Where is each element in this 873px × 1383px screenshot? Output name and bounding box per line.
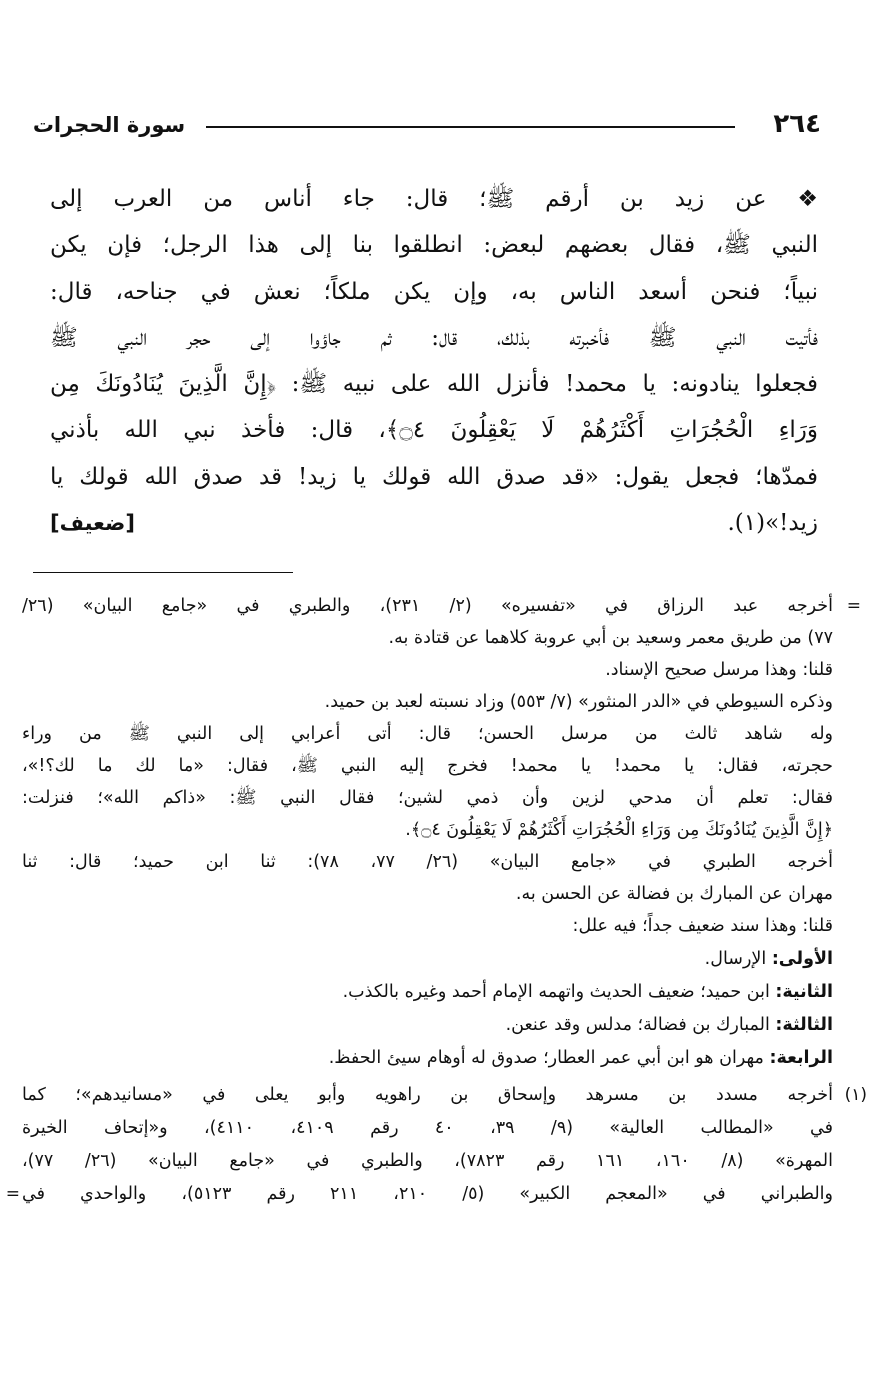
surah-title: سورة الحجرات <box>32 113 186 137</box>
main-line: فأتيت النبي ﷺ فأخبرته بذلك، قال: ثم جاؤوا إلى حجر النبي ﷺ <box>50 324 818 351</box>
main-line: النبي ﷺ، فقال بعضهم لبعض: انطلقوا بنا إلى هذا الرجل؛ فإن يكن <box>50 232 818 259</box>
footnote-line: مهران عن المبارك بن فضالة عن الحسن به. <box>515 884 833 904</box>
reason-text: مهران هو ابن أبي عمر العطار؛ صدوق له أوهام سيئ الحفظ. <box>328 1048 770 1068</box>
reason-line <box>22 941 833 977</box>
page-number: ٢٦٤ <box>773 109 821 139</box>
footnote-line: حجرته، فقال: يا محمد! يا محمد! فخرج إليه النبي ﷺ، فقال: «ما لك ما لك؟!»، <box>22 756 833 776</box>
reason-text: الإرسال. <box>704 949 772 969</box>
footnote-line: فقال: تعلم أن مدحي لزين وأن ذمي لشين؛ فقال النبي ﷺ: «ذاكم الله»؛ فنزلت: <box>22 788 833 808</box>
continuation-marker: = <box>846 596 861 616</box>
reason-line <box>22 1007 833 1043</box>
footnote-1-line: في «المطالب العالية» (٩/ ٣٩، ٤٠ رقم ٤١٠٩، ٤١١٠)، و«إتحاف الخيرة <box>22 1118 833 1138</box>
footnote-line: قلنا: وهذا مرسل صحيح الإسناد. <box>605 660 833 680</box>
footnote-line: قلنا: وهذا سند ضعيف جداً؛ فيه علل: <box>572 916 833 936</box>
footnote-text: والطبراني في «المعجم الكبير» (٥/ ٢١٠، ٢١١ رقم ٥١٢٣)، والواحدي في <box>22 1184 833 1204</box>
main-line: نبياً؛ فنحن أسعد الناس به، وإن يكن ملكاً؛ نعش في جناحه، قال: <box>50 278 818 305</box>
footnote-line: ٧٧) من طريق معمر وسعيد بن أبي عروبة كلاهما عن قتادة به. <box>388 628 833 648</box>
reason-label: الثانية: <box>775 982 833 1002</box>
footnote-quran-line: ﴿إِنَّ الَّذِينَ يُنَادُونَكَ مِن وَرَاءِ الْحُجُرَاتِ أَكْثَرُهُمْ لَا يَعْقِلُونَ ۝٤﴾. <box>405 820 833 840</box>
footnote-line <box>22 588 861 624</box>
reason-text: ابن حميد؛ ضعيف الحديث واتهمه الإمام أحمد وغيره بالكذب. <box>342 982 776 1002</box>
main-line: وَرَاءِ الْحُجُرَاتِ أَكْثَرُهُمْ لَا يَعْقِلُونَ ۝٤﴾، قال: فأخذ نبي الله بأذني <box>50 417 819 444</box>
footnote-text: أخرجه مسدد بن مسرهد وإسحاق بن راهويه وأبو يعلى في «مسانيدهم»؛ كما <box>22 1085 833 1105</box>
main-text <box>50 176 818 546</box>
footnote-separator <box>33 572 293 573</box>
footnote-number: (١) <box>844 1085 867 1105</box>
footnote-line: وذكره السيوطي في «الدر المنثور» (٧/ ٥٥٣) وزاد نسبته لعبد بن حميد. <box>324 692 833 712</box>
footnote-line: أخرجه الطبري في «جامع البيان» (٢٦/ ٧٧، ٧٨): ثنا ابن حميد؛ قال: ثنا <box>22 852 833 872</box>
reason-line <box>22 1040 833 1076</box>
header-rule <box>206 126 735 128</box>
main-line: زيد!»(١). <box>727 510 818 537</box>
footnote-1-line <box>5 1176 833 1212</box>
main-last-line <box>50 500 818 546</box>
main-line: ❖ عن زيد بن أرقم ﷺ؛ قال: جاء أناس من العرب إلى <box>50 186 818 212</box>
main-line: فجعلوا ينادونه: يا محمد! فأنزل الله على نبيه ﷺ: ﴿إِنَّ الَّذِينَ يُنَادُونَكَ مِن <box>50 371 818 398</box>
hadith-grade: [ضعيف] <box>50 511 135 536</box>
reason-label: الثالثة: <box>775 1015 833 1035</box>
continuation-marker: = <box>5 1184 20 1204</box>
reason-label: الأولى: <box>771 949 833 969</box>
footnote-1-line: المهرة» (٨/ ١٦٠، ١٦١ رقم ٧٨٢٣)، والطبري في «جامع البيان» (٢٦/ ٧٧)، <box>22 1151 833 1171</box>
main-line: فمدّها؛ فجعل يقول: «قد صدق الله قولك يا زيد! قد صدق الله قولك يا <box>50 463 818 490</box>
reason-label: الرابعة: <box>769 1048 833 1068</box>
footnote-text: أخرجه عبد الرزاق في «تفسيره» (٢/ ٢٣١)، والطبري في «جامع البيان» (٢٦/ <box>22 596 833 616</box>
footnote-line: وله شاهد ثالث من مرسل الحسن؛ قال: أتى أعرابي إلى النبي ﷺ من وراء <box>22 724 833 744</box>
footnote-1-line <box>22 1077 867 1113</box>
reason-text: المبارك بن فضالة؛ مدلس وقد عنعن. <box>505 1015 776 1035</box>
reason-line <box>22 974 833 1010</box>
